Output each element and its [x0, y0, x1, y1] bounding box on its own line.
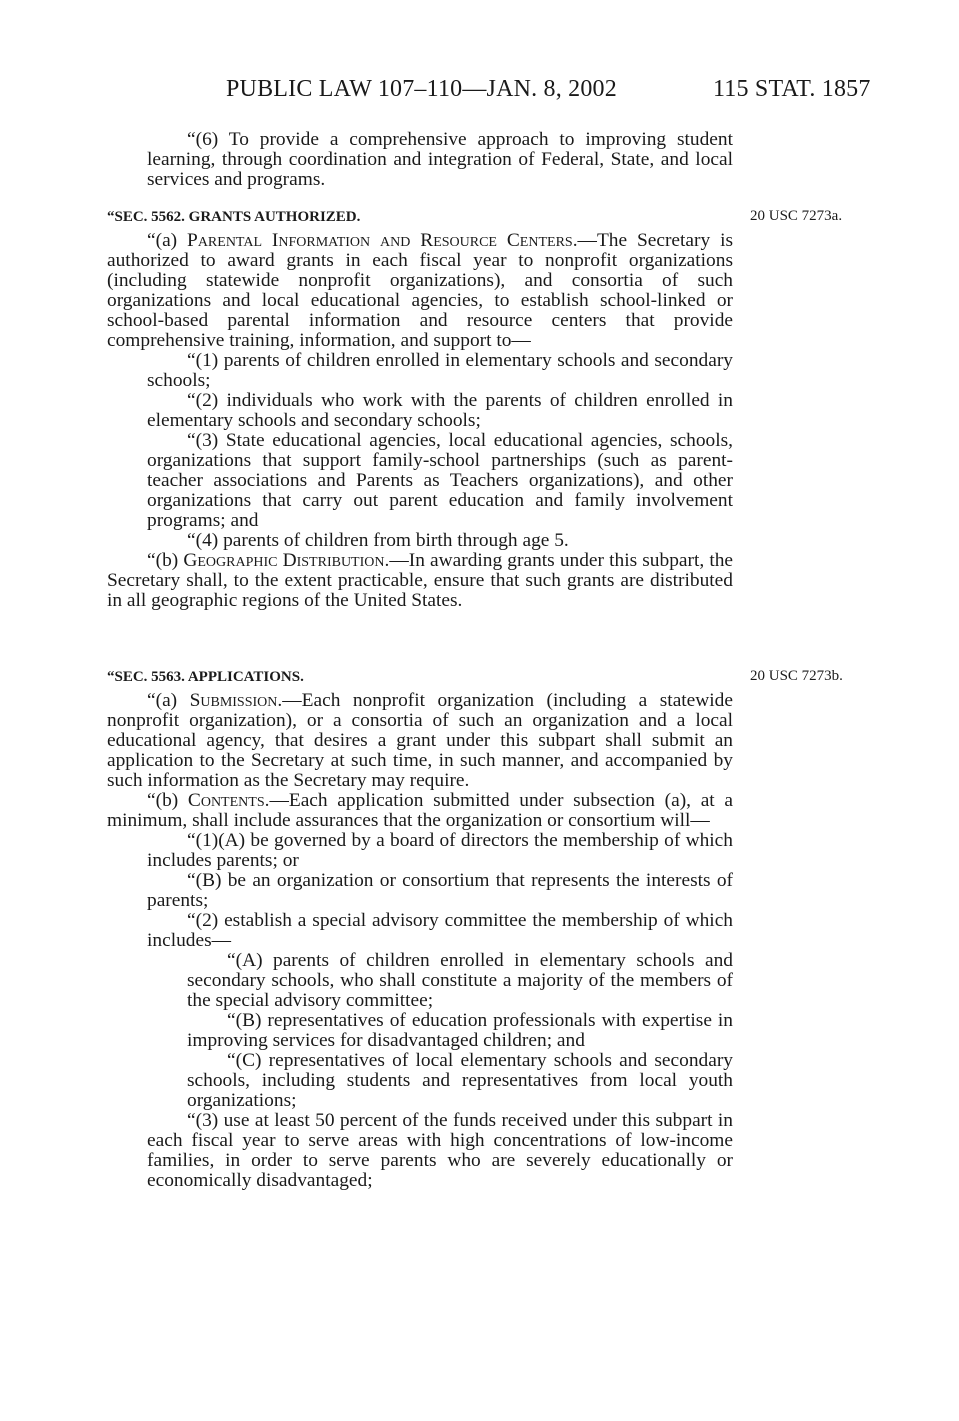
paragraph-b2: “(2) establish a special advisory committee the membership of which includes— — [147, 910, 733, 951]
subsection-a-text: —The Secretary is authorized to award grants in each fiscal year to nonprofit organizations (including statewide nonprofit organizations), and consortia of such organizations and local educational agencies, to establish school-linked or school-based parental information and resource centers that provide comprehensive training, information, and support to— — [107, 230, 734, 351]
margin-citation-7273b: 20 USC 7273b. — [750, 668, 843, 684]
text-block-intro — [107, 130, 733, 190]
paragraph-a4: “(4) parents of children from birth through age 5. — [187, 530, 569, 551]
paragraph-a3: “(3) State educational agencies, local educational agencies, schools, organizations that support family-school partnerships (such as parent-teacher associations and Parents as Teachers organizations), and other organizations that carry out parent education and family involvement programs; and — [147, 430, 733, 531]
subsection-a-label: “(a) — [147, 230, 188, 251]
page-header-title: PUBLIC LAW 107–110—JAN. 8, 2002 — [226, 76, 617, 102]
contents-text: —Each application submitted under subsection (a), at a minimum, shall include assurances that the organization or consortium will— — [107, 790, 733, 831]
subsection-b-caption: Geographic Distribution. — [183, 550, 390, 571]
submission-text: —Each nonprofit organization (including a statewide nonprofit organization), or a consortia of such an organization and a local educational agency, that desires a grant under this subpart shall submit an application to the Secretary at such time, in such manner, and accompanied by such information as the Secretary may require. — [107, 690, 733, 791]
paragraph-a2: “(2) individuals who work with the parents of children enrolled in elementary schools and secondary schools; — [147, 390, 733, 431]
subsection-a-parental-centers — [107, 231, 733, 351]
subsection-b-text: —In awarding grants under this subpart, the Secretary shall, to the extent practicable, ensure that such grants are distributed in all geographic regions of the United States. — [107, 550, 734, 611]
contents-caption: Contents. — [187, 790, 270, 811]
subsection-b-geographic — [107, 551, 733, 611]
margin-citation-7273a: 20 USC 7273a. — [750, 208, 843, 224]
subsection-b-contents — [107, 791, 733, 831]
paragraph-6: “(6) To provide a comprehensive approach to improving student learning, through coordination and integration of Federal, State, and local services and programs. — [147, 129, 733, 190]
section-heading-5563: “SEC. 5563. APPLICATIONS. — [107, 669, 304, 685]
section-5563 — [107, 667, 733, 687]
paragraph-b2B: “(B) representatives of education professionals with expertise in improving services for disadvantaged children; and — [187, 1010, 733, 1051]
submission-caption: Submission. — [189, 690, 283, 711]
section-heading-5562: “SEC. 5562. GRANTS AUTHORIZED. — [107, 209, 361, 225]
contents-label: “(b) — [147, 790, 188, 811]
section-5562 — [107, 207, 733, 227]
paragraph-b1A: “(1)(A) be governed by a board of directors the membership of which includes parents; or — [147, 830, 733, 871]
paragraph-a1: “(1) parents of children enrolled in elementary schools and secondary schools; — [147, 350, 733, 391]
paragraph-b2C: “(C) representatives of local elementary schools and secondary schools, including students and representatives from local youth organizations; — [187, 1050, 733, 1111]
page-header-stat: 115 STAT. 1857 — [713, 76, 871, 102]
submission-label: “(a) — [147, 690, 190, 711]
subsection-a-submission — [107, 691, 733, 791]
paragraph-bB: “(B) be an organization or consortium that represents the interests of parents; — [147, 870, 733, 911]
paragraph-b2A: “(A) parents of children enrolled in elementary schools and secondary schools, who shall constitute a majority of the members of the special advisory committee; — [187, 950, 733, 1011]
subsection-b-label: “(b) — [147, 550, 184, 571]
section-5562-body — [107, 231, 733, 611]
section-5563-body — [107, 691, 733, 1191]
paragraph-b3: “(3) use at least 50 percent of the funds received under this subpart in each fiscal year to serve areas with high concentrations of low-income families, in order to serve parents who are severely educationally or economically disadvantaged; — [147, 1110, 733, 1191]
subsection-a-caption: Parental Information and Resource Centers. — [187, 230, 578, 251]
